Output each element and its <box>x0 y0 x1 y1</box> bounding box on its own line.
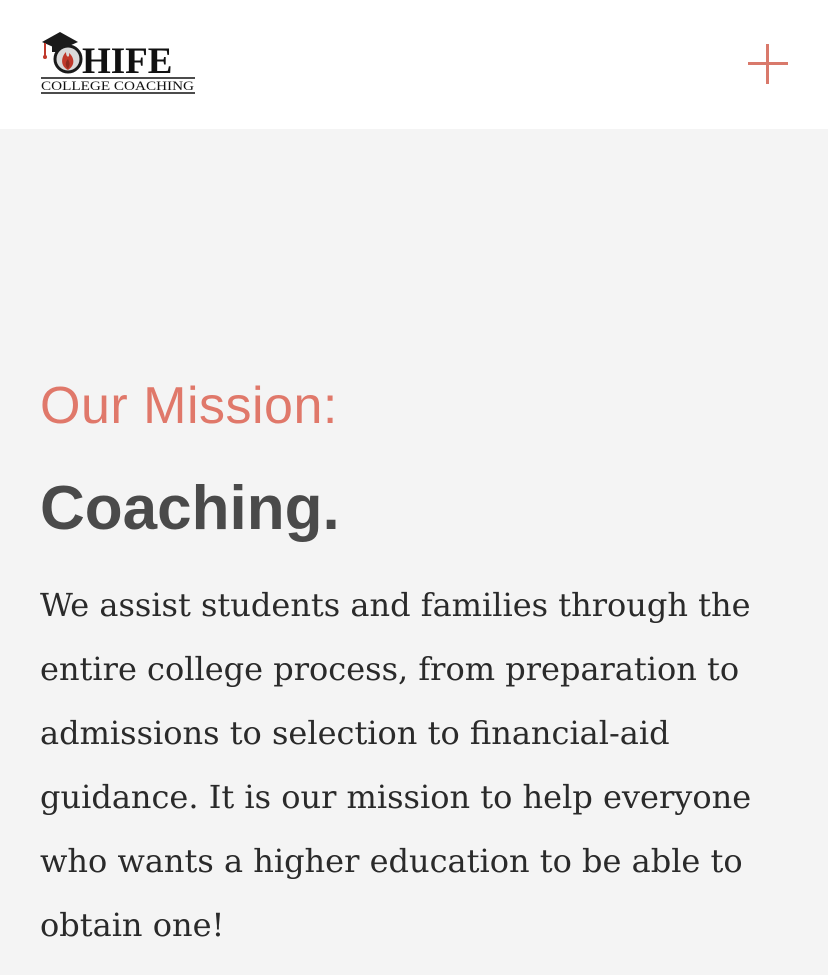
mission-eyebrow: Our Mission: <box>40 377 338 435</box>
mission-description: We assist students and families through the entire college process, from preparation to admissions to selection to financial-aid guidance. It is our mission to help everyone who wants a higher education to be able to obtain one! <box>40 586 752 944</box>
flame-emblem-icon <box>55 46 81 72</box>
logo-wordmark: HIFE <box>82 41 173 82</box>
menu-toggle-button[interactable] <box>744 40 792 88</box>
mission-headline: Coaching. <box>40 474 340 543</box>
site-logo[interactable] <box>40 30 198 96</box>
site-header <box>0 0 828 129</box>
logo-tagline: COLLEGE COACHING <box>41 78 194 93</box>
hife-logo-image <box>40 30 198 96</box>
mission-section <box>0 129 828 975</box>
